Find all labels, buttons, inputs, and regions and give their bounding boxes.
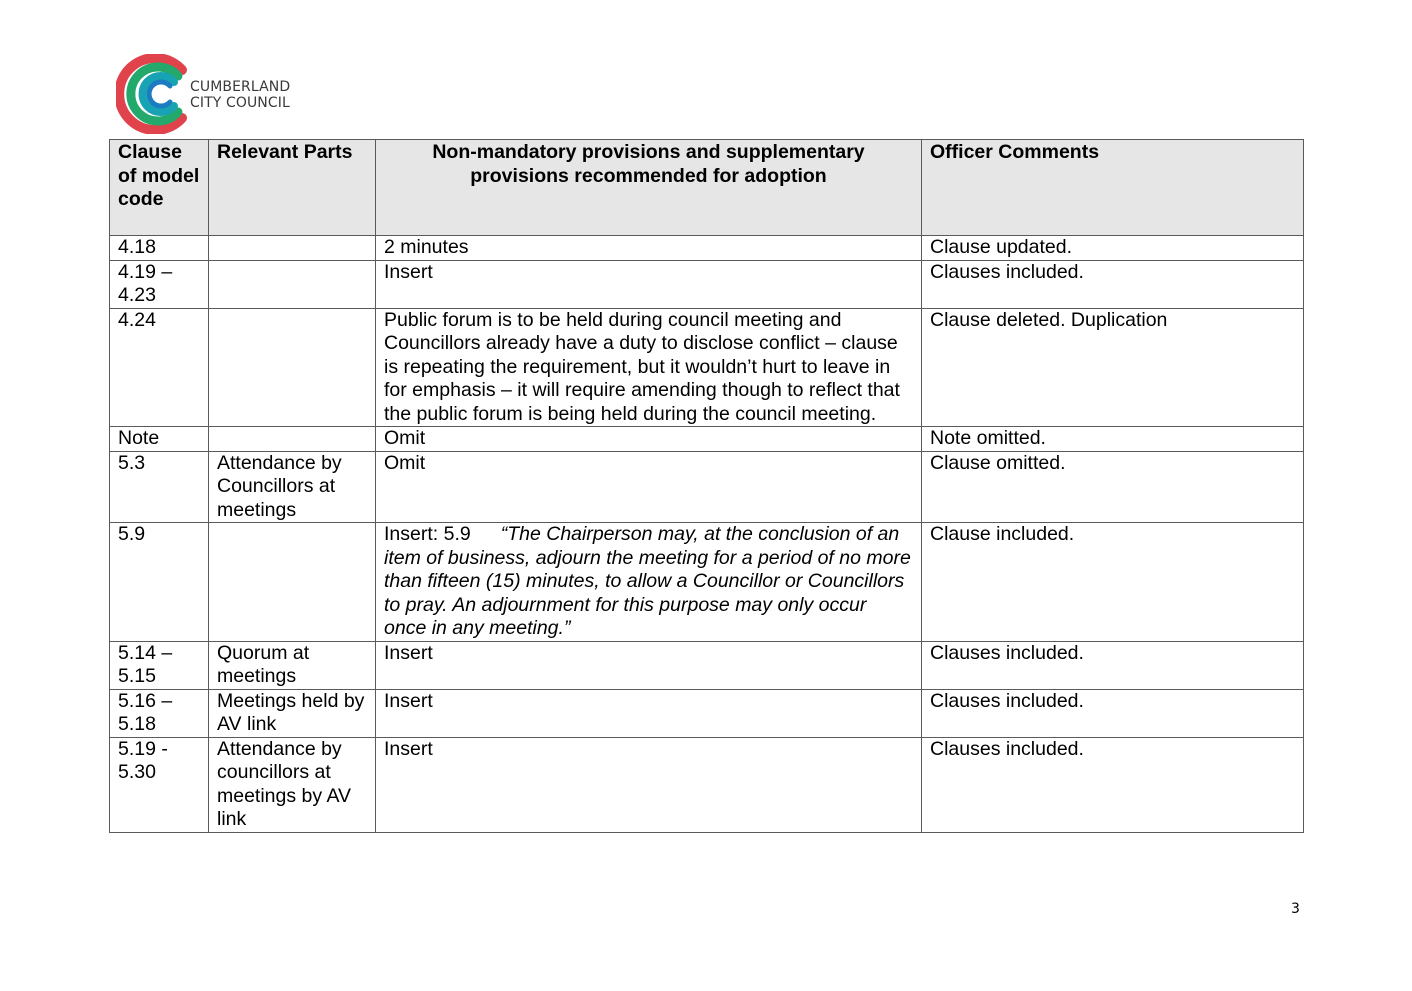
cell-parts (209, 308, 376, 427)
council-name-line2: CITY COUNCIL (190, 95, 290, 111)
cell-parts (209, 427, 376, 452)
table-row (110, 737, 1304, 832)
page-number: 3 (1291, 901, 1300, 917)
cell-provisions (376, 523, 922, 642)
cell-clause: 4.19 – 4.23 (110, 260, 209, 308)
table-row (110, 451, 1304, 523)
cell-parts: Attendance by Councillors at meetings (209, 451, 376, 523)
table-row (110, 523, 1304, 642)
cell-clause: Note (110, 427, 209, 452)
cell-clause: 5.14 – 5.15 (110, 641, 209, 689)
table-row (110, 308, 1304, 427)
table-row (110, 427, 1304, 452)
council-name (190, 79, 290, 111)
council-logo (116, 54, 316, 134)
code-provisions-table (109, 139, 1304, 833)
cell-comments: Clauses included. (922, 641, 1304, 689)
cell-provisions: Omit (376, 451, 922, 523)
cell-comments: Clause omitted. (922, 451, 1304, 523)
cell-parts (209, 236, 376, 261)
table-header-row (110, 140, 1304, 236)
cell-provisions: 2 minutes (376, 236, 922, 261)
cell-clause: 5.16 – 5.18 (110, 689, 209, 737)
council-name-line1: CUMBERLAND (190, 79, 291, 95)
table-row (110, 689, 1304, 737)
cell-comments: Clauses included. (922, 689, 1304, 737)
cell-comments: Clause included. (922, 523, 1304, 642)
provision-prefix: Insert: 5.9 (384, 523, 471, 545)
cell-comments: Clauses included. (922, 260, 1304, 308)
header-relevant-parts: Relevant Parts (209, 140, 376, 236)
cell-parts (209, 260, 376, 308)
cell-clause: 5.3 (110, 451, 209, 523)
provision-quote: “The Chairperson may, at the conclusion of an item of business, adjourn the meeting for a period of no more than fifteen (15) minutes, to allow a Councillor or Councillors to pray. An adjournment for this purpose may only occur once in any meeting.” (384, 523, 911, 639)
cell-provisions: Omit (376, 427, 922, 452)
cell-provisions: Insert (376, 737, 922, 832)
cell-comments: Clause updated. (922, 236, 1304, 261)
cell-provisions: Insert (376, 641, 922, 689)
cell-parts: Attendance by councillors at meetings by AV link (209, 737, 376, 832)
header-provisions: Non-mandatory provisions and supplementary provisions recommended for adoption (376, 140, 922, 236)
cell-comments: Note omitted. (922, 427, 1304, 452)
cell-parts (209, 523, 376, 642)
cell-clause: 5.19 - 5.30 (110, 737, 209, 832)
cell-parts: Meetings held by AV link (209, 689, 376, 737)
cell-clause: 4.24 (110, 308, 209, 427)
table-row (110, 641, 1304, 689)
cell-clause: 4.18 (110, 236, 209, 261)
table-row (110, 260, 1304, 308)
cell-parts: Quorum at meetings (209, 641, 376, 689)
cell-provisions: Insert (376, 260, 922, 308)
council-logo-mark (116, 54, 188, 134)
cell-comments: Clauses included. (922, 737, 1304, 832)
header-clause: Clause of model code (110, 140, 209, 236)
header-officer-comments: Officer Comments (922, 140, 1304, 236)
cell-comments: Clause deleted. Duplication (922, 308, 1304, 427)
table-row (110, 236, 1304, 261)
cell-clause: 5.9 (110, 523, 209, 642)
cell-provisions: Insert (376, 689, 922, 737)
cell-provisions: Public forum is to be held during council meeting and Councillors already have a duty to disclose conflict – clause is repeating the requirement, but it wouldn’t hurt to leave in for emphasis – it will require amending though to reflect that the public forum is being held during the council meeting. (376, 308, 922, 427)
